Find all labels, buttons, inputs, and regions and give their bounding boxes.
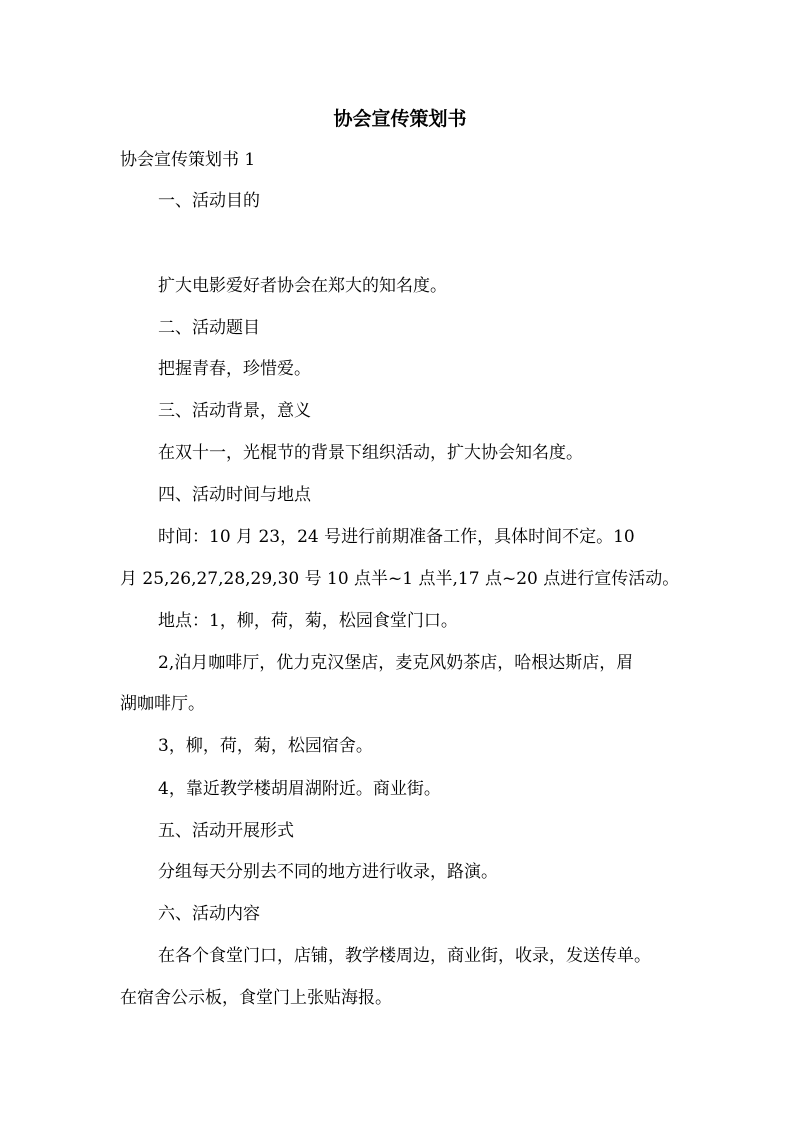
section-heading-1: 一、活动目的 xyxy=(158,191,260,211)
document-title: 协会宣传策划书 xyxy=(333,108,467,130)
section-heading-2: 二、活动题目 xyxy=(158,318,260,338)
paragraph: 在各个食堂门口，店铺，教学楼周边，商业街，收录，发送传单。 xyxy=(158,946,651,966)
section-heading-3: 三、活动背景，意义 xyxy=(158,401,311,421)
paragraph: 分组每天分别去不同的地方进行收录，路演。 xyxy=(158,862,498,882)
section-heading-4: 四、活动时间与地点 xyxy=(158,485,311,505)
section-heading-6: 六、活动内容 xyxy=(158,904,260,924)
paragraph: 2,泊月咖啡厅，优力克汉堡店，麦克风奶茶店，哈根达斯店，眉 xyxy=(158,653,634,673)
paragraph-continuation: 在宿舍公示板，食堂门上张贴海报。 xyxy=(120,988,392,1008)
subtitle: 协会宣传策划书 1 xyxy=(120,150,256,170)
paragraph: 扩大电影爱好者协会在郑大的知名度。 xyxy=(158,276,447,296)
paragraph: 地点：1，柳，荷，菊，松园食堂门口。 xyxy=(158,611,458,631)
paragraph: 在双十一，光棍节的背景下组织活动，扩大协会知名度。 xyxy=(158,443,583,463)
paragraph: 把握青春，珍惜爱。 xyxy=(158,359,311,379)
paragraph-continuation: 湖咖啡厅。 xyxy=(120,694,205,714)
section-heading-5: 五、活动开展形式 xyxy=(158,821,294,841)
paragraph-continuation: 月 25,26,27,28,29,30 号 10 点半~1 点半,17 点~20 点进行宣传活动。 xyxy=(120,569,680,589)
paragraph: 时间：10 月 23，24 号进行前期准备工作，具体时间不定。10 xyxy=(158,527,635,547)
paragraph: 4，靠近教学楼胡眉湖附近。商业街。 xyxy=(158,779,441,799)
paragraph: 3，柳，荷，菊，松园宿舍。 xyxy=(158,736,373,756)
